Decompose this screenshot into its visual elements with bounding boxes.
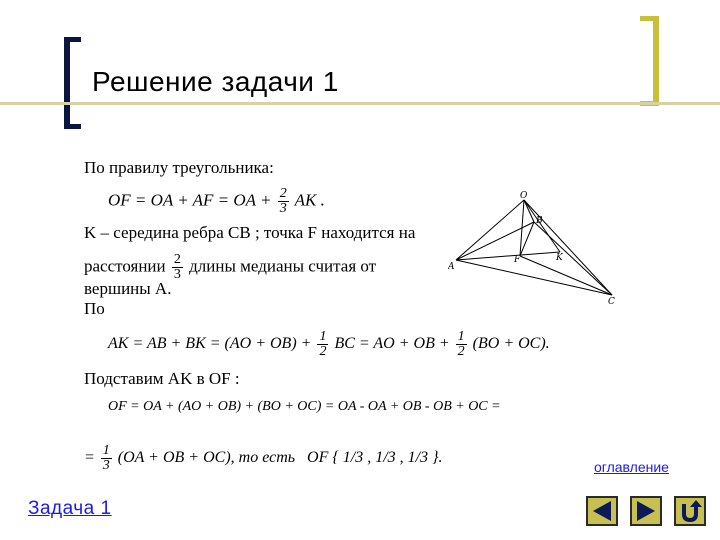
distance-text: расстоянии $\frac{2}{3}$ длины медианы считая от — [84, 252, 377, 282]
u-turn-icon — [676, 498, 704, 524]
triangle-right-icon — [632, 498, 660, 524]
label-a: A — [448, 262, 455, 272]
substitute-text: Подставим AK в OF : — [84, 369, 240, 388]
equation-4: = $\frac{1}{3}$ (OA + OB + OC), то есть OF { 1/3 , 1/3 , 1/3 }. — [84, 443, 443, 473]
vertex-text: вершины A. — [84, 279, 172, 298]
back-button[interactable] — [586, 496, 618, 526]
line-ok — [524, 200, 560, 252]
edge-oc — [524, 200, 612, 295]
right-bracket-vertical — [653, 16, 659, 106]
fraction-one-half-2: $\frac{1}{2}$ — [457, 329, 465, 359]
equation-2: AK = AB + BK = (AO + OB) + $\frac{1}{2}$ BC = AO + OB + $\frac{1}{2}$ (BO + OC). — [108, 329, 550, 359]
fraction-one-third: $\frac{1}{3}$ — [102, 443, 110, 473]
equation-1 — [108, 187, 325, 216]
return-button[interactable] — [674, 496, 706, 526]
task-1-link[interactable]: Задача 1 — [28, 498, 112, 519]
edge-bc — [534, 222, 612, 295]
k-text: K – середина ребра CB ; точка F находится на — [84, 223, 416, 242]
page-title: Решение задачи 1 — [92, 66, 339, 97]
label-o: O — [520, 191, 528, 201]
edge-ac — [456, 260, 612, 295]
toc-link[interactable]: оглавление — [594, 459, 669, 475]
left-bracket-bottom — [64, 124, 81, 129]
po-text: По — [84, 299, 105, 318]
fraction-one-half: $\frac{1}{2}$ — [319, 329, 327, 359]
edge-ob — [524, 200, 534, 222]
tetrahedron-figure — [448, 190, 620, 306]
equation-3: OF = OA + (AO + OB) + (BO + OC) = OA - OA + OB - OB + OC = — [108, 399, 501, 414]
right-bracket-top — [640, 16, 659, 21]
left-bracket-top — [64, 37, 81, 42]
fraction-two-thirds-2: $\frac{2}{3}$ — [173, 252, 181, 282]
triangle-left-icon — [588, 498, 616, 524]
label-c: C — [608, 297, 615, 306]
label-f: F — [514, 255, 521, 265]
title-underline — [0, 102, 720, 105]
coordinates: OF { 1/3 , 1/3 , 1/3 }. — [307, 449, 443, 467]
left-bracket-vertical — [64, 37, 70, 129]
line-fc — [520, 256, 612, 295]
label-b: B — [536, 216, 543, 226]
edge-oa — [456, 200, 524, 260]
equation-1-tail: AK . — [294, 190, 325, 210]
rule-text: По правилу треугольника: — [84, 158, 274, 177]
median-ak — [456, 252, 560, 260]
forward-button[interactable] — [630, 496, 662, 526]
equation-1-left: OF = OA + AF = OA + — [108, 190, 276, 210]
fraction-two-thirds: $\frac{2}{3}$ — [279, 186, 287, 216]
label-k: K — [556, 253, 563, 263]
